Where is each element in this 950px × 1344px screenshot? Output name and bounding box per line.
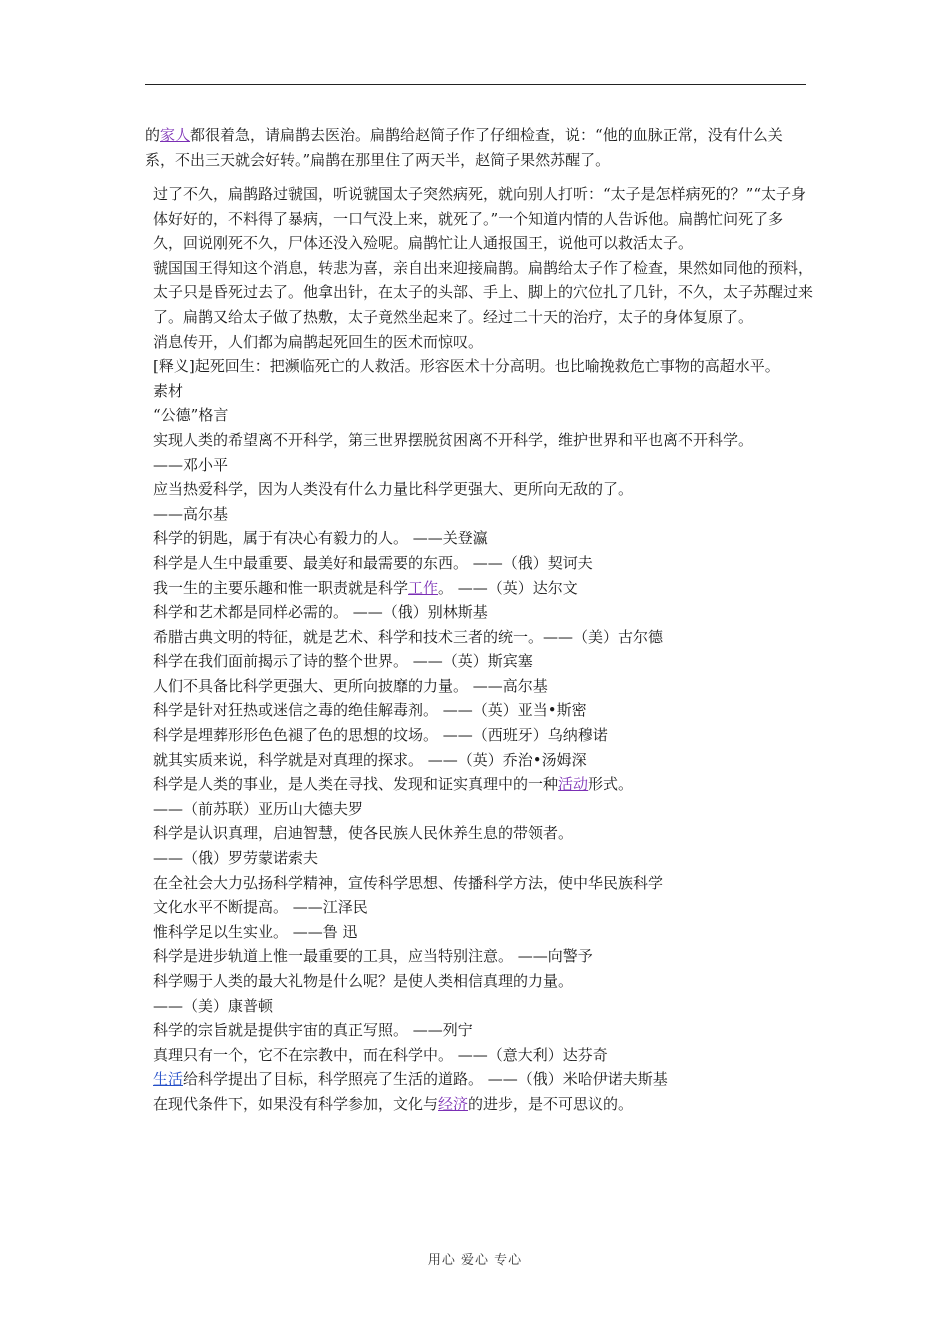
story-paragraph: 虢国国王得知这个消息，转悲为喜，亲自出来迎接扁鹊。扁鹊给太子作了检查，果然如同他的预料，太子只是昏死过去了。他拿出针，在太子的头部、手上、脚上的穴位扎了几针，不久，太子苏醒过来了。扁鹊又给太子做了热敷，太子竟然坐起来了。经过二十天的治疗，太子的身体复原了。 bbox=[153, 258, 814, 326]
intro-paragraph bbox=[145, 123, 810, 173]
quote-text: 科学是人类的事业，是人类在寻找、发现和证实真理中的一种 bbox=[153, 775, 559, 794]
quote-line bbox=[153, 772, 813, 797]
quote-text: ——（前苏联）亚历山大德夫罗 bbox=[153, 799, 364, 818]
quote-text: 人们不具备比科学更强大、更所向披靡的力量。 ——高尔基 bbox=[153, 676, 548, 695]
quote-line bbox=[153, 846, 813, 871]
quote-text: 我一生的主要乐趣和惟一职责就是科学 bbox=[153, 578, 409, 597]
section-title: “公德”格言 bbox=[153, 406, 229, 425]
quote-line bbox=[153, 526, 813, 551]
quote-text: ——高尔基 bbox=[153, 504, 229, 523]
quote-line bbox=[153, 477, 813, 502]
quote-line bbox=[153, 1067, 813, 1092]
quote-text: 科学是进步轨道上惟一最重要的工具，应当特别注意。 ——向警予 bbox=[153, 947, 593, 966]
quote-line bbox=[153, 625, 813, 650]
quote-text: 真理只有一个，它不在宗教中，而在科学中。 ——（意大利）达芬奇 bbox=[153, 1045, 608, 1064]
quote-text: 。 ——（英）达尔文 bbox=[438, 578, 578, 597]
quote-list bbox=[153, 428, 813, 1117]
quote-line bbox=[153, 994, 813, 1019]
quote-text: 应当热爱科学，因为人类没有什么力量比科学更强大、更所向无敌的了。 bbox=[153, 480, 634, 499]
quote-text: 科学在我们面前揭示了诗的整个世界。 ——（英）斯宾塞 bbox=[153, 652, 533, 671]
quote-line bbox=[153, 748, 813, 773]
quote-line bbox=[153, 1018, 813, 1043]
quote-text: 就其实质来说，科学就是对真理的探求。 ——（英）乔治•汤姆深 bbox=[153, 750, 587, 769]
quote-line bbox=[153, 600, 813, 625]
quote-text: 科学的钥匙，属于有决心有毅力的人。 ——关登瀛 bbox=[153, 529, 488, 548]
story-paragraph: 消息传开，人们都为扁鹊起死回生的医术而惊叹。 bbox=[153, 332, 484, 351]
section-label: 素材 bbox=[153, 381, 184, 400]
inline-link[interactable]: 生活 bbox=[153, 1070, 184, 1089]
quote-line bbox=[153, 576, 813, 601]
quote-line bbox=[153, 969, 813, 994]
quote-text: 的进步，是不可思议的。 bbox=[468, 1094, 634, 1113]
quote-line bbox=[153, 1043, 813, 1068]
quote-line bbox=[153, 453, 813, 478]
quote-line bbox=[153, 502, 813, 527]
quote-text: 文化水平不断提高。 ——江泽民 bbox=[153, 898, 368, 917]
inline-link[interactable]: 工作 bbox=[408, 578, 439, 597]
quote-text: ——（美）康普顿 bbox=[153, 996, 274, 1015]
intro-text-post: 都很着急，请扁鹊去医治。扁鹊给赵简子作了仔细检查，说：“他的血脉正常，没有什么关系，不出三天就会好转。”扁鹊在那里住了两天半，赵简子果然苏醒了。 bbox=[145, 126, 783, 169]
quote-text: 在现代条件下，如果没有科学参加，文化与 bbox=[153, 1094, 439, 1113]
header-rule bbox=[145, 84, 806, 85]
quote-text: 科学是针对狂热或迷信之毒的绝佳解毒剂。 ——（英）亚当•斯密 bbox=[153, 701, 587, 720]
quote-text: 实现人类的希望离不开科学，第三世界摆脱贫困离不开科学，维护世界和平也离不开科学。 bbox=[153, 430, 754, 449]
inline-link[interactable]: 活动 bbox=[558, 775, 589, 794]
quote-text: 科学赐于人类的最大礼物是什么呢？是使人类相信真理的力量。 bbox=[153, 972, 574, 990]
quote-line bbox=[153, 1092, 813, 1117]
quote-text: 给科学提出了目标，科学照亮了生活的道路。 ——（俄）米哈伊诺夫斯基 bbox=[183, 1070, 668, 1089]
idiom-definition: [释义]起死回生：把濒临死亡的人救活。形容医术十分高明。也比喻挽救危亡事物的高超水平。 bbox=[153, 357, 780, 376]
quote-text: 科学是人生中最重要、最美好和最需要的东西。 ——（俄）契诃夫 bbox=[153, 553, 593, 572]
quote-text: ——（俄）罗劳蒙诺索夫 bbox=[153, 849, 319, 868]
quote-text: 科学是埋葬形形色色褪了色的思想的坟场。 ——（西班牙）乌纳穆诺 bbox=[153, 726, 608, 745]
inline-link[interactable]: 经济 bbox=[438, 1094, 469, 1113]
quote-text: 科学是认识真理，启迪智慧，使各民族人民休养生息的带领者。 bbox=[153, 824, 574, 843]
page-footer: 用心 爱心 专心 bbox=[427, 1253, 523, 1268]
quote-text: ——邓小平 bbox=[153, 455, 229, 474]
quote-line bbox=[153, 821, 813, 846]
quote-line bbox=[153, 723, 813, 748]
quote-line bbox=[153, 895, 813, 920]
quote-text: 科学和艺术都是同样必需的。 ——（俄）别林斯基 bbox=[153, 603, 488, 622]
intro-text bbox=[145, 123, 810, 173]
intro-text-pre: 的 bbox=[145, 126, 161, 144]
link-jiaren[interactable]: 家人 bbox=[160, 126, 191, 144]
quote-text: 惟科学足以生实业。 ——鲁 迅 bbox=[153, 922, 358, 941]
quote-text: 在全社会大力弘扬科学精神，宣传科学思想、传播科学方法，使中华民族科学 bbox=[153, 873, 664, 892]
quote-line bbox=[153, 944, 813, 969]
quote-line bbox=[153, 920, 813, 945]
quote-line bbox=[153, 698, 813, 723]
quote-line bbox=[153, 674, 813, 699]
story-paragraph: 过了不久，扁鹊路过虢国，听说虢国太子突然病死，就向别人打听：“太子是怎样病死的？”“太子身体好好的，不料得了暴病，一口气没上来，就死了。”一个知道内情的人告诉他。扁鹊忙问死了多久，回说刚死不久，尸体还没入殓呢。扁鹊忙让人通报国王，说他可以救活太子。 bbox=[153, 185, 807, 253]
quote-line bbox=[153, 551, 813, 576]
main-content bbox=[153, 182, 813, 1117]
quote-line bbox=[153, 649, 813, 674]
quote-line bbox=[153, 797, 813, 822]
quote-line bbox=[153, 871, 813, 896]
quote-text: 形式。 bbox=[588, 775, 634, 794]
quote-line bbox=[153, 428, 813, 453]
quote-text: 科学的宗旨就是提供宇宙的真正写照。 ——列宁 bbox=[153, 1021, 473, 1040]
quote-text: 希腊古典文明的特征，就是艺术、科学和技术三者的统一。——（美）古尔德 bbox=[153, 627, 664, 646]
